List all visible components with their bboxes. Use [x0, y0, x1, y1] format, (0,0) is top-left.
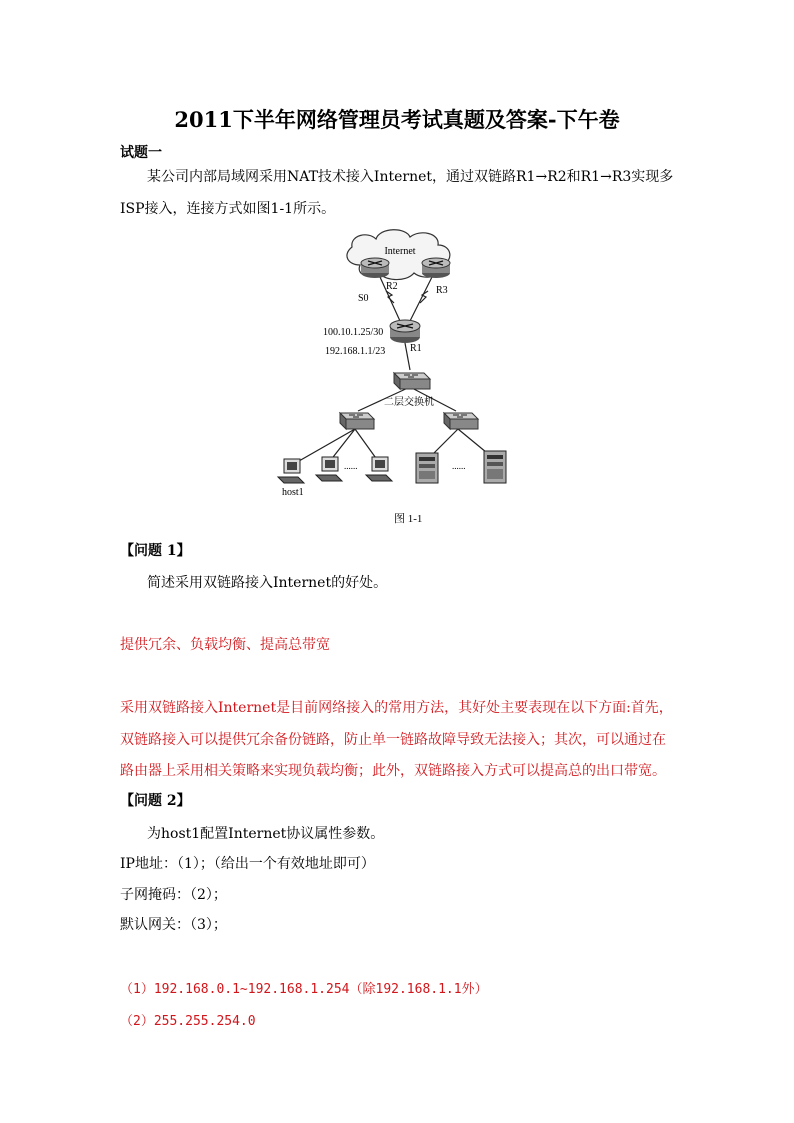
q1-detail-line-1: 采用双链路接入Internet是目前网络接入的常用方法，其好处主要表现在以下方面:首先，: [120, 700, 673, 716]
router-r3-icon: [422, 258, 450, 278]
q2-heading: 【问题 2】: [120, 793, 191, 809]
q2-gateway-line: 默认网关：（3）；: [120, 917, 227, 933]
router-r1-icon: [390, 320, 420, 343]
access-switch-right-icon: [444, 413, 478, 429]
q2-question: 为host1配置Internet协议属性参数。: [147, 826, 385, 842]
intro-line-1: 某公司内部局域网采用NAT技术接入Internet，通过双链路R1→R2和R1→R3实现多: [147, 169, 674, 185]
network-diagram: [260, 225, 550, 530]
switch-label: 二层交换机: [384, 397, 434, 408]
q1-question: 简述采用双链路接入Internet的好处。: [147, 575, 388, 591]
q2-answer-2: （2）255.255.254.0: [120, 1014, 256, 1029]
q1-detail-line-2: 双链路接入可以提供冗余备份链路，防止单一链路故障导致无法接入；其次，可以通过在: [120, 732, 666, 748]
q2-mask-line: 子网掩码：（2）；: [120, 887, 227, 903]
ip-wan-label: 100.10.1.25/30: [323, 327, 384, 338]
figure-caption: 图 1-1: [394, 513, 423, 525]
host-computer-icon: [316, 457, 342, 481]
host1-label: host1: [282, 487, 304, 498]
ip-lan-label: 192.168.1.1/23: [325, 346, 386, 357]
host-computer-icon: [366, 457, 392, 481]
q1-heading: 【问题 1】: [120, 543, 191, 559]
server-icon: [484, 451, 506, 483]
q2-answer-1: （1）192.168.0.1~192.168.1.254（除192.168.1.1外）: [120, 982, 488, 997]
s0-label: S0: [358, 293, 369, 304]
section-heading: 试题一: [120, 145, 162, 161]
q1-detail-line-3: 路由器上采用相关策略来实现负载均衡；此外，双链路接入方式可以提高总的出口带宽。: [120, 763, 666, 779]
intro-line-2: ISP接入，连接方式如图1-1所示。: [120, 201, 336, 217]
cloud-label: Internet: [384, 246, 416, 257]
host-computer-icon: [278, 459, 304, 483]
access-switch-left-icon: [340, 413, 374, 429]
page-title: 2011下半年网络管理员考试真题及答案-下午卷: [174, 107, 620, 132]
r3-label: R3: [436, 285, 448, 296]
servers-ellipsis: ......: [452, 461, 466, 471]
core-switch-icon: [394, 373, 430, 389]
r2-label: R2: [386, 281, 398, 292]
r1-label: R1: [410, 343, 422, 354]
q2-ip-line: IP地址：（1）；（给出一个有效地址即可）: [120, 856, 375, 872]
server-icon: [416, 453, 438, 483]
hosts-ellipsis: ......: [344, 461, 358, 471]
router-r2-icon: [361, 258, 389, 278]
q1-short-answer: 提供冗余、负载均衡、提高总带宽: [120, 637, 330, 653]
